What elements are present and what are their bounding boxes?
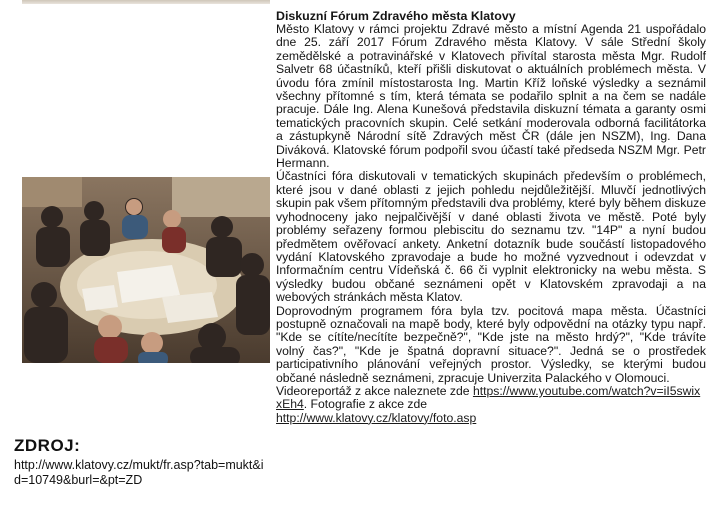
- media-links: [276, 385, 706, 425]
- photo-icon: [22, 177, 270, 363]
- article-paragraph-1: Město Klatovy v rámci projektu Zdravé město a místní Agenda 21 uspořádalo dne 25. září 2017 Fórum Zdravého města Klatovy. V sále Střední školy zemědělské a potravinářské v Klatovech přivítal starosta města Mgr. Rudolf Salvetr 68 účastníků, kteří přišli diskutovat o aktuálních problémech města. V úvodu fóra zmínil místostarosta Ing. Martin Kříž loňské výsledky a seznámil všechny přítomné s tím, která témata se podařilo splnit a na čem se nadále pracuje. Dále Ing. Alena Kunešová představila diskuzní témata a garanty osmi tematických pracovních skupin. Celé setkání moderovala odborná facilitátorka a zástupkyně Národní sítě Zdravých měst ČR (dále jen NSZM), Ing. Dana Diváková. Klatovské fórum podpořil svou účastí také předseda NSZM Mgr. Petr Hermann.: [276, 22, 706, 171]
- source-url: http://www.klatovy.cz/mukt/fr.asp?tab=mukt&id=10749&burl=&pt=ZD: [14, 458, 264, 487]
- source-heading: ZDROJ:: [14, 436, 81, 455]
- article-paragraph-2: Účastníci fóra diskutovali v tematických skupinách především o problémech, které jsou v dané oblasti z jejich pohledu nejdůležitější. Mluvčí jednotlivých skupin pak všem přítomným představili dva problémy, které byly během diskuze vyhodnoceny jako nejpalčivější v dané oblasti života ve městě. Poté byly problémy seřazeny formou plebiscitu do seznamu tzv. "14P" a nyní budou předmětem ověřovací ankety. Anketní dotazník bude součástí listopadového vydání Klatovského zpravodaje a bude ho možné vyzvednout i odevzdat v Informačním centru Vídeňská č. 66 či vyplnit elektronicky na webu města. S výsledky budou občané seznámeni opět v Klatovském zpravodaji a na webových stránkách města Klatov.: [276, 169, 706, 305]
- photo-gallery-link[interactable]: http://www.klatovy.cz/klatovy/foto.asp: [276, 410, 477, 425]
- article-title: Diskuzní Fórum Zdravého města Klatovy: [276, 9, 516, 23]
- video-prefix: Videoreportáž z akce naleznete zde: [276, 383, 473, 398]
- top-image-strip: [22, 0, 270, 4]
- article: [276, 9, 706, 425]
- source-block: [14, 436, 264, 488]
- photo-prefix: . Fotografie z akce zde: [303, 397, 428, 412]
- article-paragraph-3: Doprovodným programem fóra byla tzv. pocitová mapa města. Účastníci postupně označovali na mapě body, které byly odpovědní na otázky typu např. "Kde se cítíte/necítíte bezpečně?", "Kde jste na město hrdý?", "Kde trávíte volný čas?", "Kde je špatná dopravní situace?". Jedná se o prostředek participativního plánování veřejných prostor. Výsledky, se kterými budou občané následně seznámeni, zpracuje Univerzita Palackého v Olomouci.: [276, 303, 706, 385]
- video-link[interactable]: https://www.youtube.com/watch?v=iI5swixxEh4: [276, 383, 701, 412]
- forum-photo: [22, 177, 270, 363]
